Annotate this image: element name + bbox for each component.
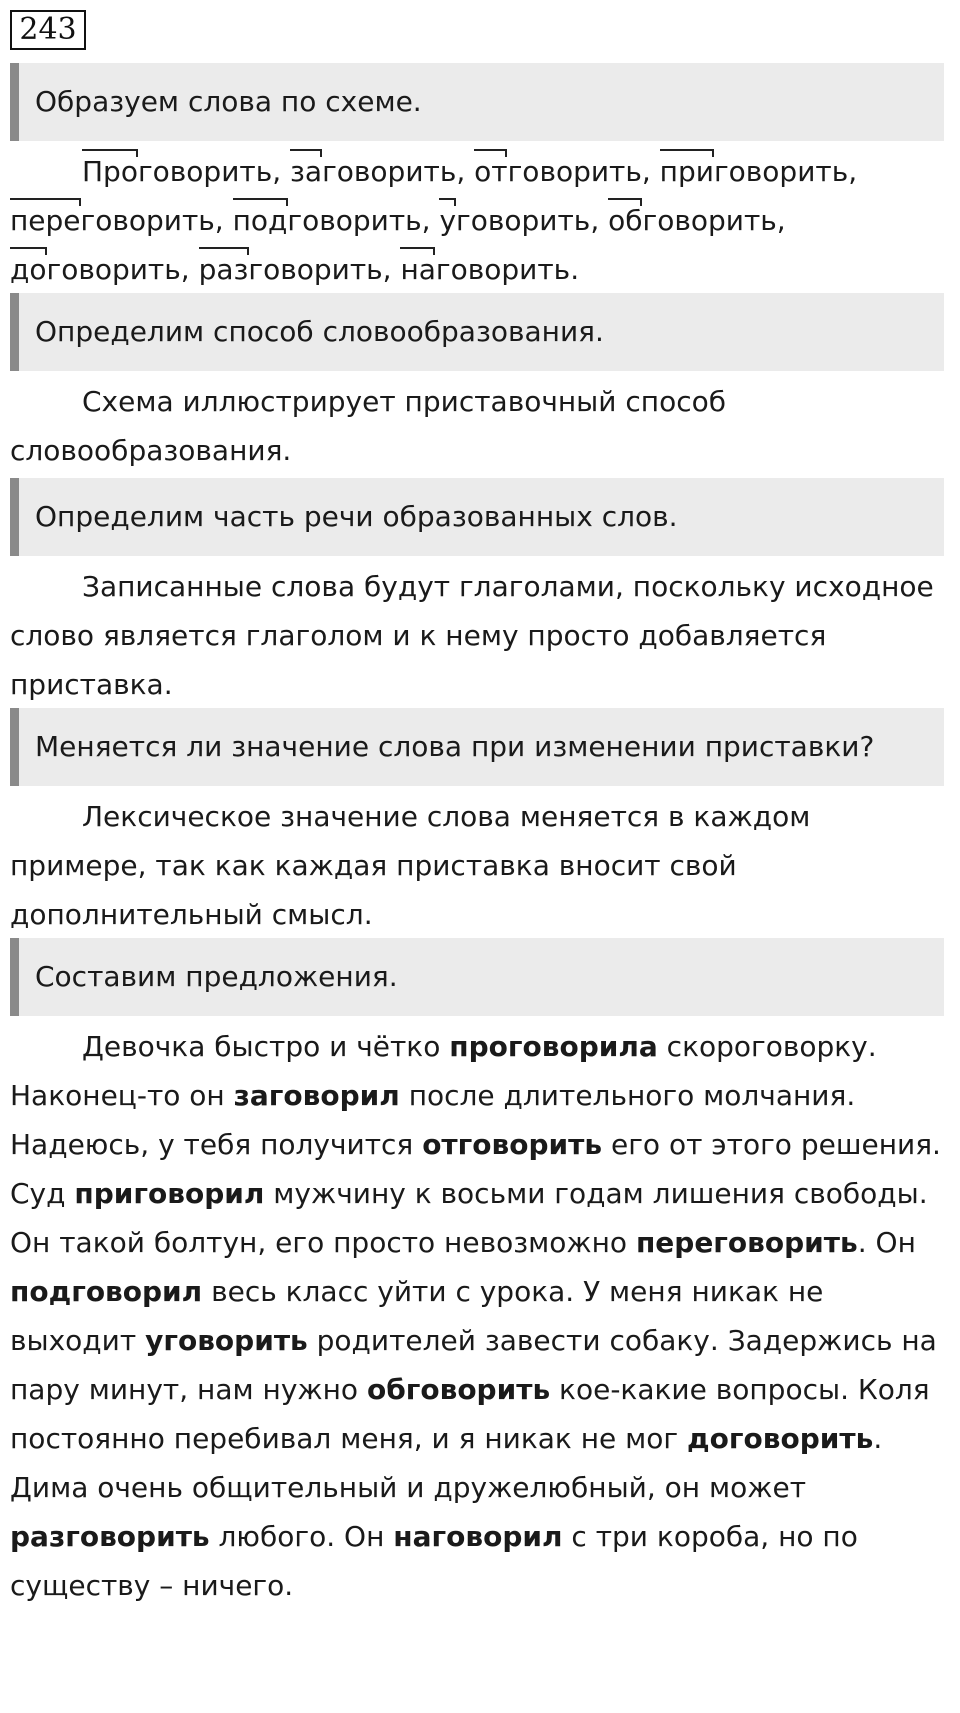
sentence-text: родителей завести собаку. xyxy=(307,1324,728,1357)
answer-text: Лексическое значение слова меняется в каждом примере, так как каждая приставка вносит свой дополнительный смысл. xyxy=(10,800,811,931)
formed-word: договорить xyxy=(10,245,181,294)
formed-verb: приговорил xyxy=(74,1177,265,1210)
sentence-text: любого. xyxy=(209,1520,345,1553)
sentence-text: Девочка быстро и чётко xyxy=(82,1030,450,1063)
sentence-text: после длительного молчания. xyxy=(399,1079,856,1112)
word-separator: , xyxy=(776,204,786,237)
sentence-text: Надеюсь, у тебя получится xyxy=(10,1128,423,1161)
answer-text: Схема иллюстрирует приставочный способ словообразования. xyxy=(10,385,726,467)
sentence-text: . xyxy=(857,1226,876,1259)
sentence-text: Задержись на пару минут, нам нужно xyxy=(10,1324,937,1406)
formed-verb: проговорила xyxy=(449,1030,658,1063)
prefix-mark xyxy=(10,198,81,206)
sentence-text: скороговорку. xyxy=(657,1030,877,1063)
formed-verb: переговорить xyxy=(635,1226,858,1259)
formed-verb: подговорил xyxy=(10,1275,203,1308)
words-line xyxy=(10,196,954,245)
word-separator: , xyxy=(180,253,199,286)
sentence-text: его от этого решения. xyxy=(602,1128,941,1161)
prefix-mark xyxy=(474,149,507,157)
word-separator: , xyxy=(382,253,401,286)
formed-word: заговорить xyxy=(290,147,456,196)
answer-meaning-change xyxy=(10,792,954,939)
formed-verb: разговорить xyxy=(10,1520,210,1553)
formed-word: обговорить xyxy=(608,196,777,245)
sentence-text: кое-какие вопросы. xyxy=(550,1373,858,1406)
formed-verb: обговорить xyxy=(366,1373,551,1406)
formed-verb: наговорил xyxy=(393,1520,563,1553)
sentence-text: Суд xyxy=(10,1177,75,1210)
sentence-text: Он xyxy=(875,1226,916,1259)
answer-part-of-speech xyxy=(10,562,954,709)
sentence-text: мужчину к восьми годам лишения свободы. xyxy=(264,1177,928,1210)
section-heading-word-formation-method: Определим способ словообразования. xyxy=(10,293,944,371)
formed-word: уговорить xyxy=(439,196,590,245)
word-separator: , xyxy=(421,204,440,237)
word-separator: , xyxy=(456,155,475,188)
formed-verb: договорить xyxy=(687,1422,874,1455)
sentence-text: Наконец-то он xyxy=(10,1079,234,1112)
sentence-text: Коля постоянно перебивал меня, и я никак не мог xyxy=(10,1373,930,1455)
prefix-mark xyxy=(199,247,249,255)
words-line xyxy=(10,245,954,294)
formed-word: Проговорить xyxy=(82,147,272,196)
formed-verb: уговорить xyxy=(145,1324,308,1357)
formed-word: разговорить xyxy=(199,245,383,294)
formed-word: приговорить xyxy=(660,147,849,196)
prefix-mark xyxy=(439,198,456,206)
sentence-text: с три короба, но по существу – ничего. xyxy=(10,1520,858,1602)
word-separator: , xyxy=(214,204,233,237)
prefix-mark xyxy=(400,247,435,255)
example-sentences xyxy=(10,1022,954,1610)
prefix-mark xyxy=(660,149,714,157)
section-heading-meaning-change: Меняется ли значение слова при изменении приставки? xyxy=(10,708,944,786)
answer-text: Записанные слова будут глаголами, поскольку исходное слово является глаголом и к нему просто добавляется приставка. xyxy=(10,570,934,701)
word-separator: , xyxy=(848,155,858,188)
sentence-text: весь класс уйти с урока. xyxy=(202,1275,584,1308)
section-heading-part-of-speech: Определим часть речи образованных слов. xyxy=(10,478,944,556)
sentences-text xyxy=(10,1022,954,1610)
prefix-mark xyxy=(233,198,288,206)
words-line xyxy=(10,147,954,196)
sentence-text: У меня никак не выходит xyxy=(10,1275,824,1357)
sentence-text: . xyxy=(873,1422,883,1455)
formed-word: отговорить xyxy=(474,147,642,196)
prefix-mark xyxy=(82,149,138,157)
formed-verb: заговорил xyxy=(233,1079,400,1112)
prefix-mark xyxy=(10,247,47,255)
formed-word: переговорить xyxy=(10,196,215,245)
answer-word-formation-method xyxy=(10,377,954,475)
sentence-text: Дима очень общительный и дружелюбный, он может xyxy=(10,1471,807,1504)
formed-verb: отговорить xyxy=(422,1128,603,1161)
sentence-text: Он xyxy=(344,1520,394,1553)
word-separator: , xyxy=(590,204,609,237)
section-heading-form-words: Образуем слова по схеме. xyxy=(10,63,944,141)
formed-word: наговорить xyxy=(400,245,570,294)
word-separator: , xyxy=(272,155,291,188)
sentence-text: Он такой болтун, его просто невозможно xyxy=(10,1226,636,1259)
prefix-mark xyxy=(608,198,642,206)
formed-words-list xyxy=(10,147,954,294)
exercise-number: 243 xyxy=(10,10,86,50)
formed-word: подговорить xyxy=(233,196,422,245)
word-separator: . xyxy=(570,253,580,286)
word-separator: , xyxy=(641,155,660,188)
prefix-mark xyxy=(290,149,322,157)
section-heading-make-sentences: Составим предложения. xyxy=(10,938,944,1016)
